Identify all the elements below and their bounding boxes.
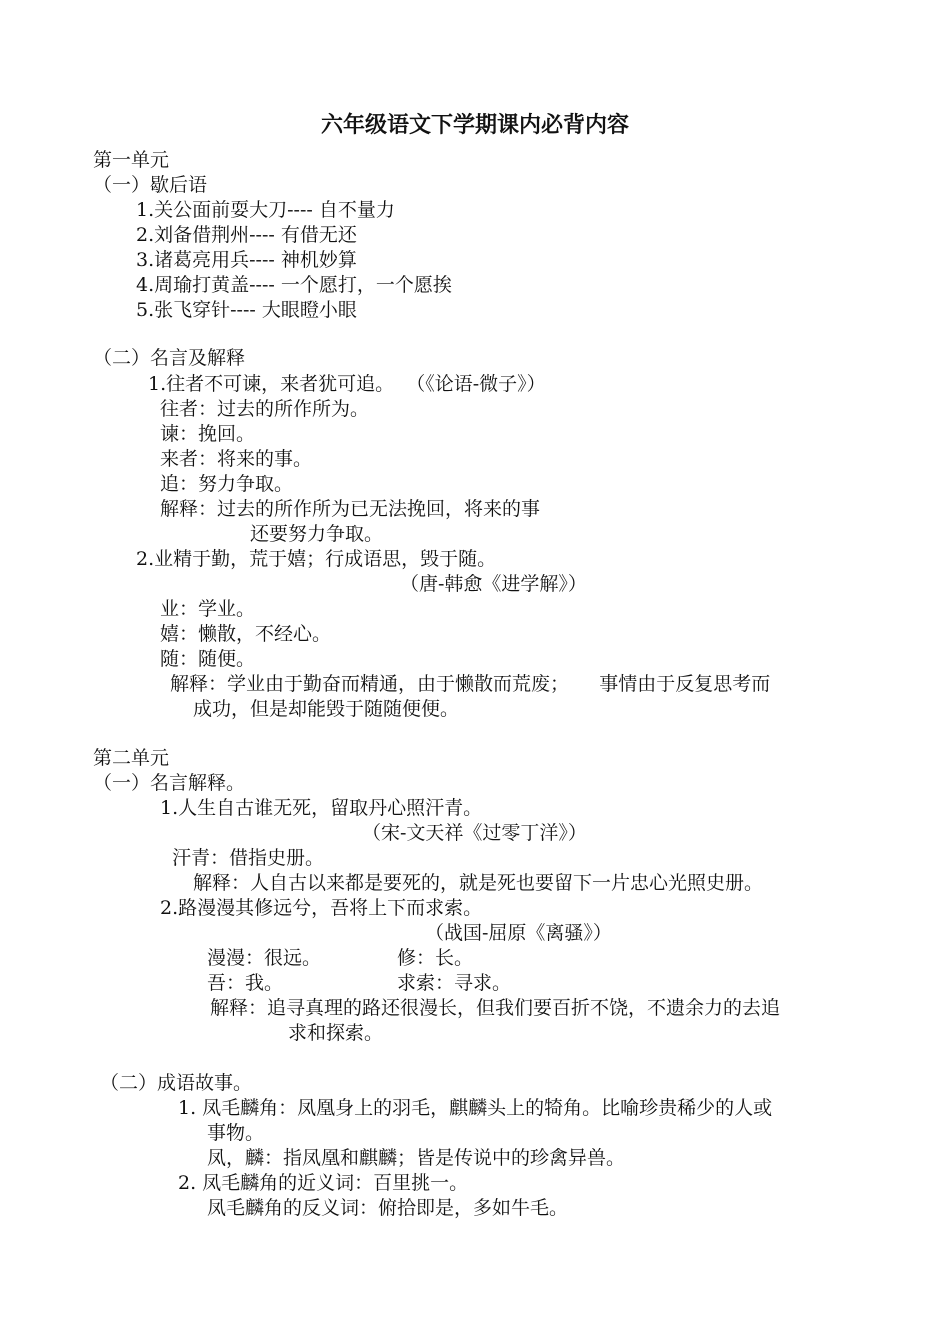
quote-line: 2.路漫漫其修远兮，吾将上下而求索。 bbox=[160, 897, 483, 919]
note-line: 汗青：借指史册。 bbox=[172, 847, 325, 869]
xiehouyu-item: 4.周瑜打黄盖---- 一个愿打，一个愿挨 bbox=[136, 274, 452, 296]
note-line: 求索：寻求。 bbox=[397, 972, 512, 994]
note-line: 追：努力争取。 bbox=[160, 473, 294, 495]
note-line: 业：学业。 bbox=[160, 598, 256, 620]
explanation-line: 解释：过去的所作所为已无法挽回，将来的事 bbox=[160, 498, 541, 520]
quote-source: （唐-韩愈《进学解》） bbox=[400, 573, 587, 595]
note-line: 嬉：懒散，不经心。 bbox=[160, 623, 332, 645]
quote-line: 1.人生自古谁无死，留取丹心照汗青。 bbox=[160, 797, 483, 819]
unit2-sec2-heading: （二）成语故事。 bbox=[100, 1072, 253, 1094]
note-line: 修：长。 bbox=[397, 947, 474, 969]
xiehouyu-item: 1.关公面前耍大刀---- 自不量力 bbox=[136, 199, 395, 221]
note-line: 谏：挽回。 bbox=[160, 423, 256, 445]
idiom-line: 凤，麟：指凤凰和麒麟；皆是传说中的珍禽异兽。 bbox=[207, 1147, 626, 1169]
quote-line: 2.业精于勤，荒于嬉；行成语思，毁于随。 bbox=[136, 548, 497, 570]
idiom-line: 2. 凤毛麟角的近义词：百里挑一。 bbox=[178, 1172, 469, 1194]
explanation-line: 解释：人自古以来都是要死的，就是死也要留下一片忠心光照史册。 bbox=[193, 872, 764, 894]
quote-source: （宋-文天祥《过零丁洋》） bbox=[362, 822, 587, 844]
xiehouyu-item: 5.张飞穿针---- 大眼瞪小眼 bbox=[136, 299, 357, 321]
idiom-line: 事物。 bbox=[207, 1122, 265, 1144]
unit1-sec2-heading: （二）名言及解释 bbox=[93, 347, 246, 369]
xiehouyu-item: 2.刘备借荆州---- 有借无还 bbox=[136, 224, 357, 246]
unit2-sec1-heading: （一）名言解释。 bbox=[93, 772, 246, 794]
note-line: 来者：将来的事。 bbox=[160, 448, 313, 470]
idiom-line: 1. 凤毛麟角：凤凰身上的羽毛，麒麟头上的犄角。比喻珍贵稀少的人或 bbox=[178, 1097, 773, 1119]
explanation-line: 解释：学业由于勤奋而精通，由于懒散而荒废； 事情由于反复思考而 bbox=[170, 673, 771, 695]
explanation-line: 求和探索。 bbox=[288, 1022, 384, 1044]
note-line: 漫漫：很远。 bbox=[207, 947, 322, 969]
explanation-line: 还要努力争取。 bbox=[250, 523, 384, 545]
note-line: 往者：过去的所作所为。 bbox=[160, 398, 370, 420]
unit2-heading: 第二单元 bbox=[93, 747, 170, 769]
explanation-line: 解释：追寻真理的路还很漫长，但我们要百折不饶，不遗余力的去追 bbox=[210, 997, 781, 1019]
xiehouyu-item: 3.诸葛亮用兵---- 神机妙算 bbox=[136, 249, 357, 271]
note-line: 随：随便。 bbox=[160, 648, 256, 670]
quote-line: 1.往者不可谏，来者犹可追。 （《论语-微子》） bbox=[148, 373, 546, 395]
page-title: 六年级语文下学期课内必背内容 bbox=[320, 112, 629, 138]
idiom-line: 凤毛麟角的反义词：俯拾即是，多如牛毛。 bbox=[207, 1197, 569, 1219]
note-line: 吾：我。 bbox=[207, 972, 284, 994]
quote-source: （战国-屈原《离骚》） bbox=[425, 922, 612, 944]
explanation-line: 成功，但是却能毁于随随便便。 bbox=[193, 698, 460, 720]
unit1-sec1-heading: （一）歇后语 bbox=[93, 174, 208, 196]
unit1-heading: 第一单元 bbox=[93, 149, 170, 171]
